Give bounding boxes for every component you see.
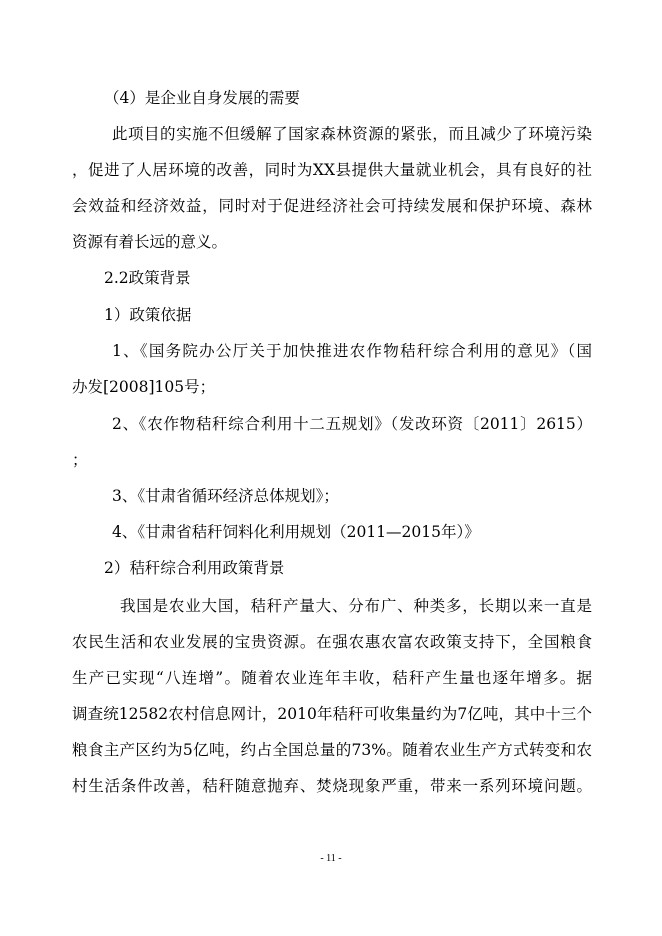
paragraph-line: 粮食主产区约为5亿吨，约占全国总量的73%。随着农业生产方式转变和农 xyxy=(72,741,592,759)
paragraph-line: 此项目的实施不但缓解了国家森林资源的紧张，而且减少了环境污染 xyxy=(112,125,592,143)
paragraph-line: 农民生活和农业发展的宝贵资源。在强农惠农富农政策支持下，全国粮食 xyxy=(72,633,592,651)
paragraph-line: 村生活条件改善，秸秆随意抛弃、焚烧现象严重，带来一系列环境问题。 xyxy=(72,777,592,795)
section-heading-2-2: 2.2政策背景 xyxy=(104,269,191,287)
paragraph-line: 资源有着长远的意义。 xyxy=(72,233,228,251)
section-heading-4: （4）是企业自身发展的需要 xyxy=(104,89,300,107)
list-item: 4、《甘肃省秸秆饲料化利用规划（2011—2015年）》 xyxy=(112,523,480,541)
list-item: 3、《甘肃省循环经济总体规划》； xyxy=(112,487,339,505)
paragraph-line: 我国是农业大国，秸秆产量大、分布广、种类多，长期以来一直是 xyxy=(120,597,592,615)
subheading-policy-basis: 1）政策依据 xyxy=(104,306,192,324)
list-item-continuation: ； xyxy=(72,451,88,469)
paragraph-line: ，促进了人居环境的改善，同时为XX县提供大量就业机会，具有良好的社 xyxy=(72,161,592,179)
list-item: 2、《农作物秸秆综合利用十二五规划》（发改环资〔2011〕2615） xyxy=(112,415,592,433)
page-number: - 11 - xyxy=(320,853,342,864)
paragraph-line: 生产已实现“八连增”。随着农业连年丰收，秸秆产生量也逐年增多。据 xyxy=(72,669,592,687)
list-item-continuation: 办发[2008]105号； xyxy=(72,378,216,396)
subheading-straw-policy: 2）秸秆综合利用政策背景 xyxy=(104,559,285,577)
paragraph-line: 调查统12582农村信息网计，2010年秸秆可收集量约为7亿吨，其中十三个 xyxy=(72,705,592,723)
paragraph-line: 会效益和经济效益，同时对于促进经济社会可持续发展和保护环境、森林 xyxy=(72,197,592,215)
list-item: 1、《国务院办公厅关于加快推进农作物秸秆综合利用的意见》（国 xyxy=(112,342,592,360)
